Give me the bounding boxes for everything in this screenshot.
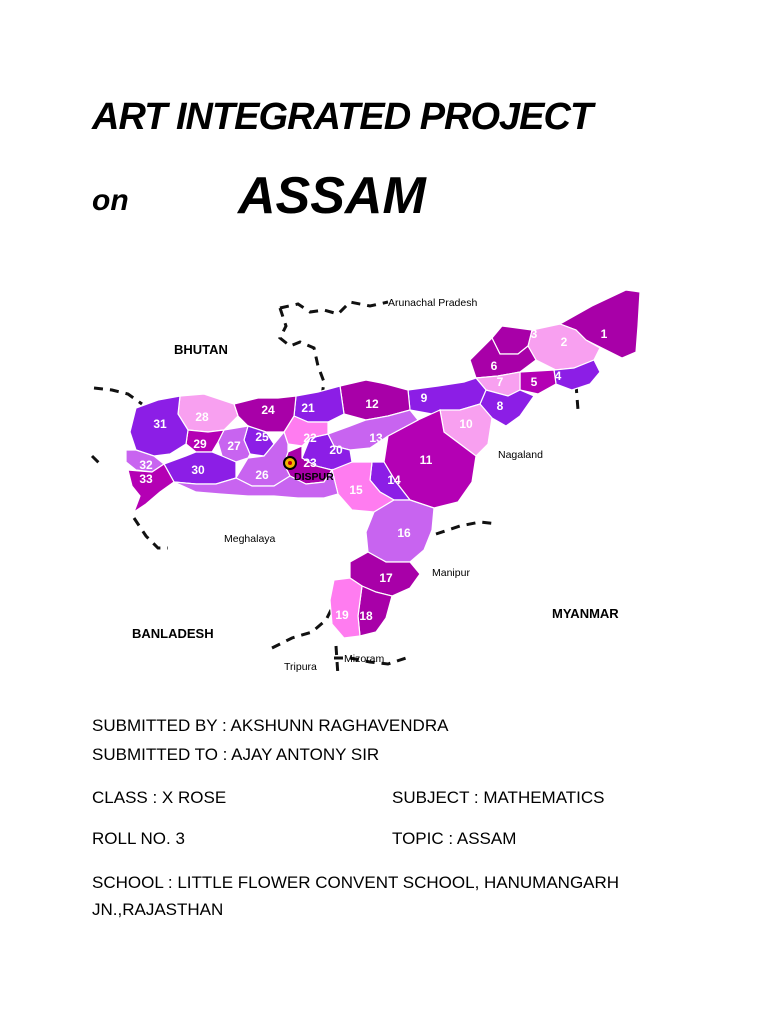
district-num-14: 14 (387, 473, 401, 487)
district-num-21: 21 (301, 401, 315, 415)
district-num-27: 27 (227, 439, 241, 453)
border-manipur (436, 522, 498, 534)
label-nagaland: Nagaland (498, 449, 543, 461)
subject-line: SUBJECT : MATHEMATICS (392, 788, 605, 807)
border-tripura-down (336, 646, 338, 676)
topic-line: TOPIC : ASSAM (392, 829, 517, 848)
label-arunachal-pradesh: Arunachal Pradesh (388, 297, 478, 309)
district-num-25: 25 (255, 430, 269, 444)
district-num-23: 23 (303, 456, 317, 470)
district-num-22: 22 (303, 431, 317, 445)
label-mizoram: Mizoram (344, 653, 385, 665)
map-svg (88, 286, 648, 686)
district-num-33: 33 (139, 472, 153, 486)
label-bangladesh: BANLADESH (132, 626, 214, 641)
label-bhutan: BHUTAN (174, 342, 228, 357)
dispur-capital-icon (284, 457, 296, 469)
district-num-20: 20 (329, 443, 343, 457)
label-tripura: Tripura (284, 661, 317, 673)
submitted-to-line: SUBMITTED TO : AJAY ANTONY SIR (92, 745, 380, 764)
label-manipur: Manipur (432, 567, 470, 579)
school-line-1: SCHOOL : LITTLE FLOWER CONVENT SCHOOL, HANUMANGARH (92, 873, 620, 892)
district-num-31: 31 (153, 417, 167, 431)
district-num-9: 9 (420, 391, 428, 405)
district-num-15: 15 (349, 483, 363, 497)
district-num-8: 8 (496, 399, 504, 413)
class-line: CLASS : X ROSE (92, 788, 227, 807)
district-num-30: 30 (191, 463, 205, 477)
district-num-3: 3 (530, 327, 538, 341)
district-num-10: 10 (459, 417, 473, 431)
border-west-lower (92, 456, 102, 466)
submitted-by-line: SUBMITTED BY : AKSHUNN RAGHAVENDRA (92, 716, 449, 735)
border-bhutan-west (280, 308, 324, 396)
border-tripura (272, 608, 332, 648)
district-num-4: 4 (554, 369, 562, 383)
district-num-16: 16 (397, 526, 411, 540)
roll-number-line: ROLL NO. 3 (92, 829, 185, 848)
district-num-32: 32 (139, 458, 153, 472)
project-subject-heading: ASSAM (238, 167, 426, 225)
district-num-24: 24 (261, 403, 275, 417)
district-num-18: 18 (359, 609, 373, 623)
district-num-13: 13 (369, 431, 383, 445)
label-meghalaya: Meghalaya (224, 533, 276, 545)
border-bhutan-north (280, 302, 388, 314)
assam-district-map (88, 286, 648, 686)
district-num-2: 2 (560, 335, 568, 349)
district-num-12: 12 (365, 397, 379, 411)
label-dispur: DISPUR (294, 471, 334, 483)
district-num-29: 29 (193, 437, 207, 451)
border-far-west (94, 388, 142, 404)
district-num-7: 7 (496, 375, 504, 389)
district-num-11: 11 (419, 453, 433, 467)
district-num-19: 19 (335, 608, 349, 622)
district-5 (520, 370, 556, 394)
district-num-26: 26 (255, 468, 269, 482)
project-title: ART INTEGRATED PROJECT (92, 96, 593, 138)
district-num-1: 1 (600, 327, 608, 341)
district-num-28: 28 (195, 410, 209, 424)
district-num-5: 5 (530, 375, 538, 389)
school-line-2: JN.,RAJASTHAN (92, 900, 224, 919)
border-meghalaya-south (134, 518, 168, 548)
on-label: on (92, 184, 129, 217)
district-num-6: 6 (490, 359, 498, 373)
label-myanmar: MYANMAR (552, 606, 619, 621)
district-num-17: 17 (379, 571, 393, 585)
